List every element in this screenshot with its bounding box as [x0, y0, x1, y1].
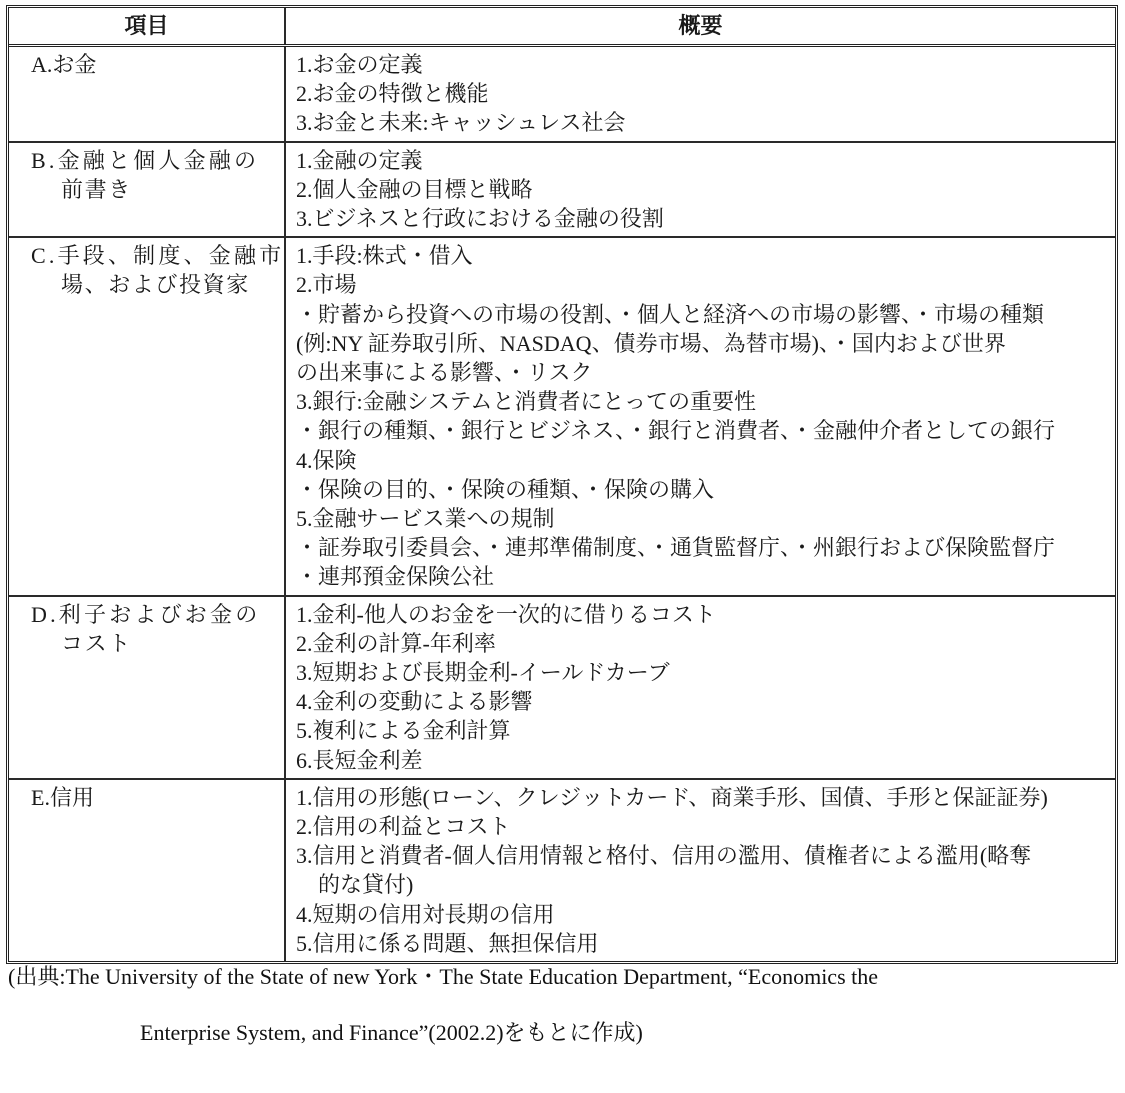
- table-row: [9, 141, 1115, 237]
- overview-cell: [286, 47, 1115, 141]
- overview-cell-line: 2.金利の計算-年利率: [296, 630, 496, 656]
- overview-cell-line: 4.保険: [296, 447, 357, 473]
- table-row: [9, 236, 1115, 594]
- overview-cell-line: 4.短期の信用対長期の信用: [296, 901, 555, 927]
- item-cell-line: C.手段、制度、金融市: [31, 243, 285, 269]
- overview-cell: [286, 238, 1115, 594]
- column-header-item: 項目: [9, 8, 286, 44]
- overview-cell-line: ・連邦預金保険公社: [296, 564, 495, 590]
- item-cell-line: E.信用: [31, 784, 94, 810]
- overview-cell-line: 4.金利の変動による影響: [296, 689, 533, 715]
- item-cell: [9, 143, 286, 237]
- item-cell-line: 場、および投資家: [61, 272, 250, 298]
- overview-cell-line: 5.信用に係る問題、無担保信用: [296, 930, 599, 956]
- item-cell: [9, 47, 286, 141]
- overview-cell-line: ・貯蓄から投資への市場の役割、・個人と経済への市場の影響、・市場の種類: [296, 301, 1045, 327]
- item-cell-line: 前書き: [61, 176, 132, 202]
- overview-cell-line: 5.複利による金利計算: [296, 718, 511, 744]
- overview-cell-line: ・保険の目的、・保険の種類、・保険の購入: [296, 476, 715, 502]
- overview-cell: [286, 143, 1115, 237]
- item-cell: [9, 780, 286, 961]
- overview-cell-line: (例:NY 証券取引所、NASDAQ、債券市場、為替市場)、・国内および世界: [296, 330, 1006, 356]
- source-note-line1: (出典:The University of the State of new York・The State Education Department, “Economics the: [8, 964, 879, 989]
- source-note: [8, 962, 878, 1048]
- overview-cell-line: 1.手段:株式・借入: [296, 243, 473, 269]
- overview-cell-line: 3.銀行:金融システムと消費者にとっての重要性: [296, 389, 756, 415]
- item-cell: [9, 238, 286, 594]
- overview-cell: [286, 597, 1115, 778]
- overview-cell-line: ・銀行の種類、・銀行とビジネス、・銀行と消費者、・金融仲介者としての銀行: [296, 418, 1056, 444]
- item-cell-line: B.金融と個人金融の: [31, 147, 260, 173]
- overview-cell-line: 3.お金と未来:キャッシュレス社会: [296, 110, 626, 136]
- overview-cell: [286, 780, 1115, 961]
- source-note-line2: Enterprise System, and Finance”(2002.2)をもとに作成): [140, 1020, 643, 1045]
- overview-cell-line: 3.短期および長期金利-イールドカーブ: [296, 660, 670, 686]
- overview-cell-line: 2.お金の特徴と機能: [296, 81, 489, 107]
- overview-cell-line: 2.信用の利益とコスト: [296, 814, 511, 840]
- overview-cell-line: 2.個人金融の目標と戦略: [296, 176, 533, 202]
- overview-cell-line: 1.金利-他人のお金を一次的に借りるコスト: [296, 601, 716, 627]
- overview-cell-line: 5.金融サービス業への規制: [296, 506, 555, 532]
- table-row: [9, 778, 1115, 961]
- overview-cell-line: 1.信用の形態(ローン、クレジットカード、商業手形、国債、手形と保証証券): [296, 784, 1048, 810]
- table-header-row: [9, 8, 1115, 47]
- overview-cell-line: ・証券取引委員会、・連邦準備制度、・通貨監督庁、・州銀行および保険監督庁: [296, 535, 1056, 561]
- overview-cell-line: 1.お金の定義: [296, 52, 423, 77]
- table-row: [9, 595, 1115, 778]
- curriculum-table: [6, 5, 1118, 964]
- item-cell-line: D.利子およびお金の: [31, 601, 261, 627]
- overview-cell-line: の出来事による影響、・リスク: [296, 360, 593, 386]
- item-cell: [9, 597, 286, 778]
- overview-cell-line: 6.長短金利差: [296, 747, 423, 773]
- overview-cell-line: 2.市場: [296, 272, 357, 298]
- table-row: [9, 47, 1115, 141]
- item-cell-line: A.お金: [31, 52, 97, 77]
- overview-cell-line: 3.信用と消費者-個人信用情報と格付、信用の濫用、債権者による濫用(略奪: [296, 843, 1032, 869]
- overview-cell-line: 1.金融の定義: [296, 147, 423, 173]
- overview-cell-line: 3.ビジネスと行政における金融の役割: [296, 206, 664, 232]
- column-header-overview: 概要: [678, 13, 723, 38]
- overview-cell-line: 的な貸付): [296, 872, 414, 898]
- item-cell-line: コスト: [61, 630, 132, 656]
